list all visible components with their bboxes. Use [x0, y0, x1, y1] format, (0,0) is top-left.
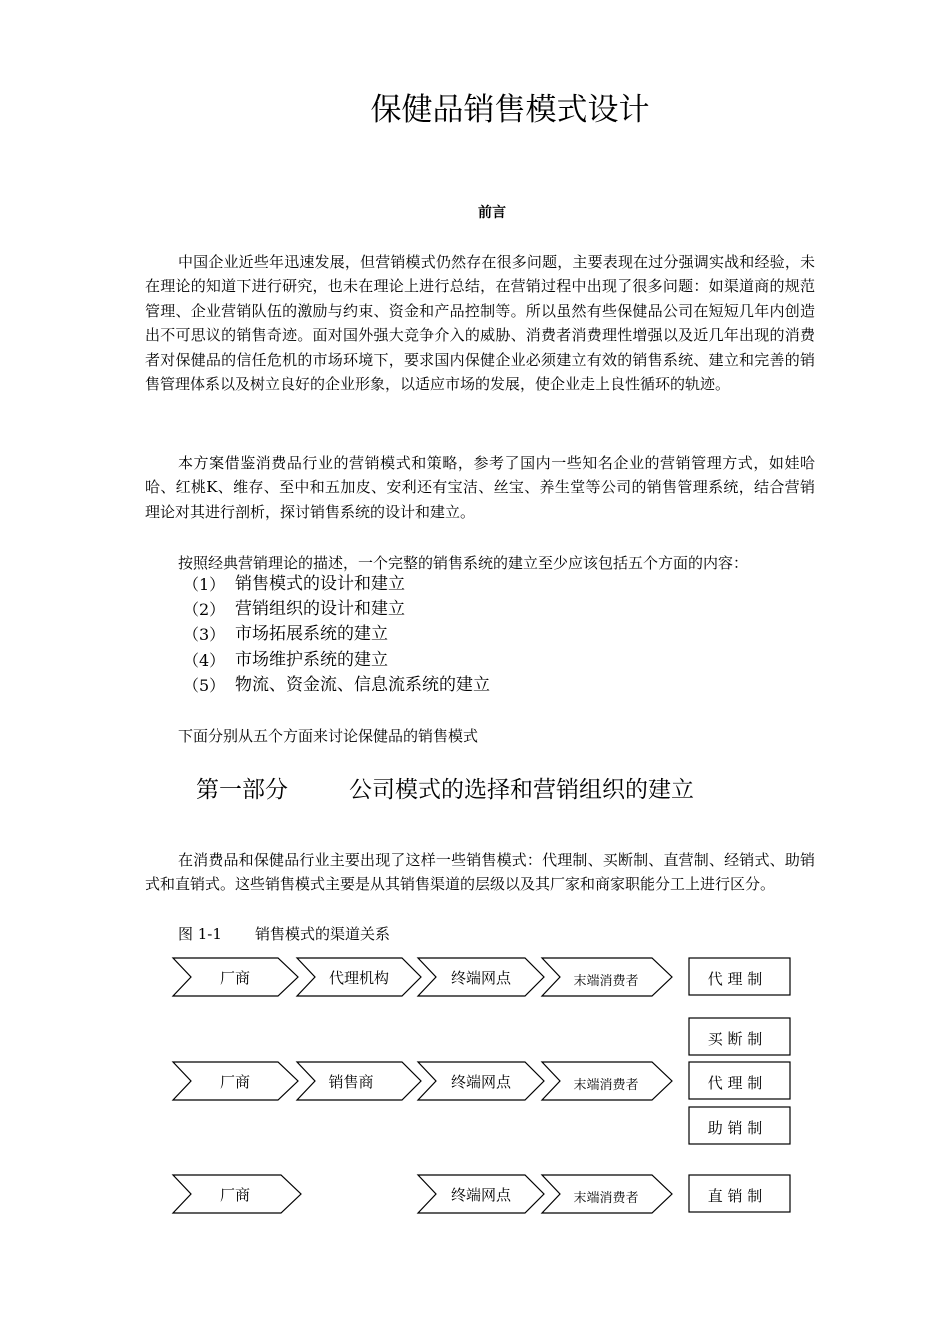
list-item-text: 市场拓展系统的建立 [235, 624, 388, 645]
list-item-text: 营销组织的设计和建立 [235, 599, 405, 620]
row3-node-terminal: 终端网点 [450, 1186, 512, 1204]
row1-node-consumer: 末端消费者 [573, 974, 639, 989]
list-item-text: 销售模式的设计和建立 [235, 574, 405, 594]
row3-node-consumer: 末端消费者 [573, 1191, 639, 1206]
list-item-number: （3） [183, 625, 226, 645]
row2-mode-label-assist: 助 销 制 [707, 1119, 763, 1137]
row1-node-manufacturer: 厂商 [219, 969, 251, 987]
list-item-text: 市场维护系统的建立 [235, 649, 388, 670]
document-title: 保健品销售模式设计 [370, 92, 650, 128]
row2-mode-label-agency: 代 理 制 [707, 1074, 763, 1092]
preface-heading: 前言 [478, 205, 506, 221]
row1-mode-label: 代 理 制 [707, 970, 763, 988]
list-item-number: （2） [183, 600, 226, 620]
part1-title: 公司模式的选择和营销组织的建立 [349, 777, 694, 803]
preface-paragraph-2-text: 本方案借鉴消费品行业的营销模式和策略，参考了国内一些知名企业的营销管理方式，如娃哈哈、红桃K、维存、至中和五加皮、安利还有宝洁、丝宝、养生堂等公司的销售管理系统，结合营销理论对其进行剖析，探讨销售系统的设计和建立。 [145, 454, 815, 521]
part1-number: 第一部分 [196, 777, 288, 803]
row3-node-manufacturer: 厂商 [219, 1186, 251, 1204]
list-item-text: 物流、资金流、信息流系统的建立 [235, 674, 490, 695]
preface-paragraph-3-text: 按照经典营销理论的描述，一个完整的销售系统的建立至少应该包括五个方面的内容： [178, 554, 749, 572]
row2-node-manufacturer: 厂商 [219, 1073, 251, 1091]
row2-node-terminal: 终端网点 [450, 1073, 512, 1091]
row1-node-agency: 代理机构 [328, 969, 390, 987]
list-item-number: （5） [183, 675, 226, 695]
row2-mode-label-buyout: 买 断 制 [707, 1030, 763, 1048]
part1-paragraph-text: 在消费品和保健品行业主要出现了这样一些销售模式：代理制、买断制、直营制、经销式、助销式和直销式。这些销售模式主要是从其销售渠道的层级以及其厂家和商家职能分工上进行区分。 [145, 851, 815, 894]
list-item-number: （4） [183, 650, 226, 670]
preface-paragraph-4: 下面分别从五个方面来讨论保健品的销售模式 [178, 727, 479, 745]
list-item-number: （1） [183, 575, 226, 594]
row3-mode-label: 直 销 制 [707, 1187, 763, 1205]
preface-paragraph-1-text: 中国企业近些年迅速发展，但营销模式仍然存在很多问题，主要表现在过分强调实战和经验，未在理论的知道下进行研究，也未在理论上进行总结，在营销过程中出现了很多问题：如渠道商的规范管理、企业营销队伍的激励与约束、资金和产品控制等。所以虽然有些保健品公司在短短几年内创造出不可思议的销售奇迹。面对国外强大竞争介入的威胁、消费者消费理性增强以及近几年出现的消费者对保健品的信任危机的市场环境下，要求国内保健企业必须建立有效的销售系统、建立和完善的销售管理体系以及树立良好的企业形象，以适应市场的发展，使企业走上良性循环的轨迹。 [145, 253, 815, 394]
row2-node-seller: 销售商 [328, 1073, 374, 1091]
figure-number: 图 1-1 [178, 925, 222, 943]
figure-title: 销售模式的渠道关系 [255, 925, 391, 943]
row1-node-terminal: 终端网点 [450, 969, 512, 987]
row2-node-consumer: 末端消费者 [573, 1078, 639, 1093]
